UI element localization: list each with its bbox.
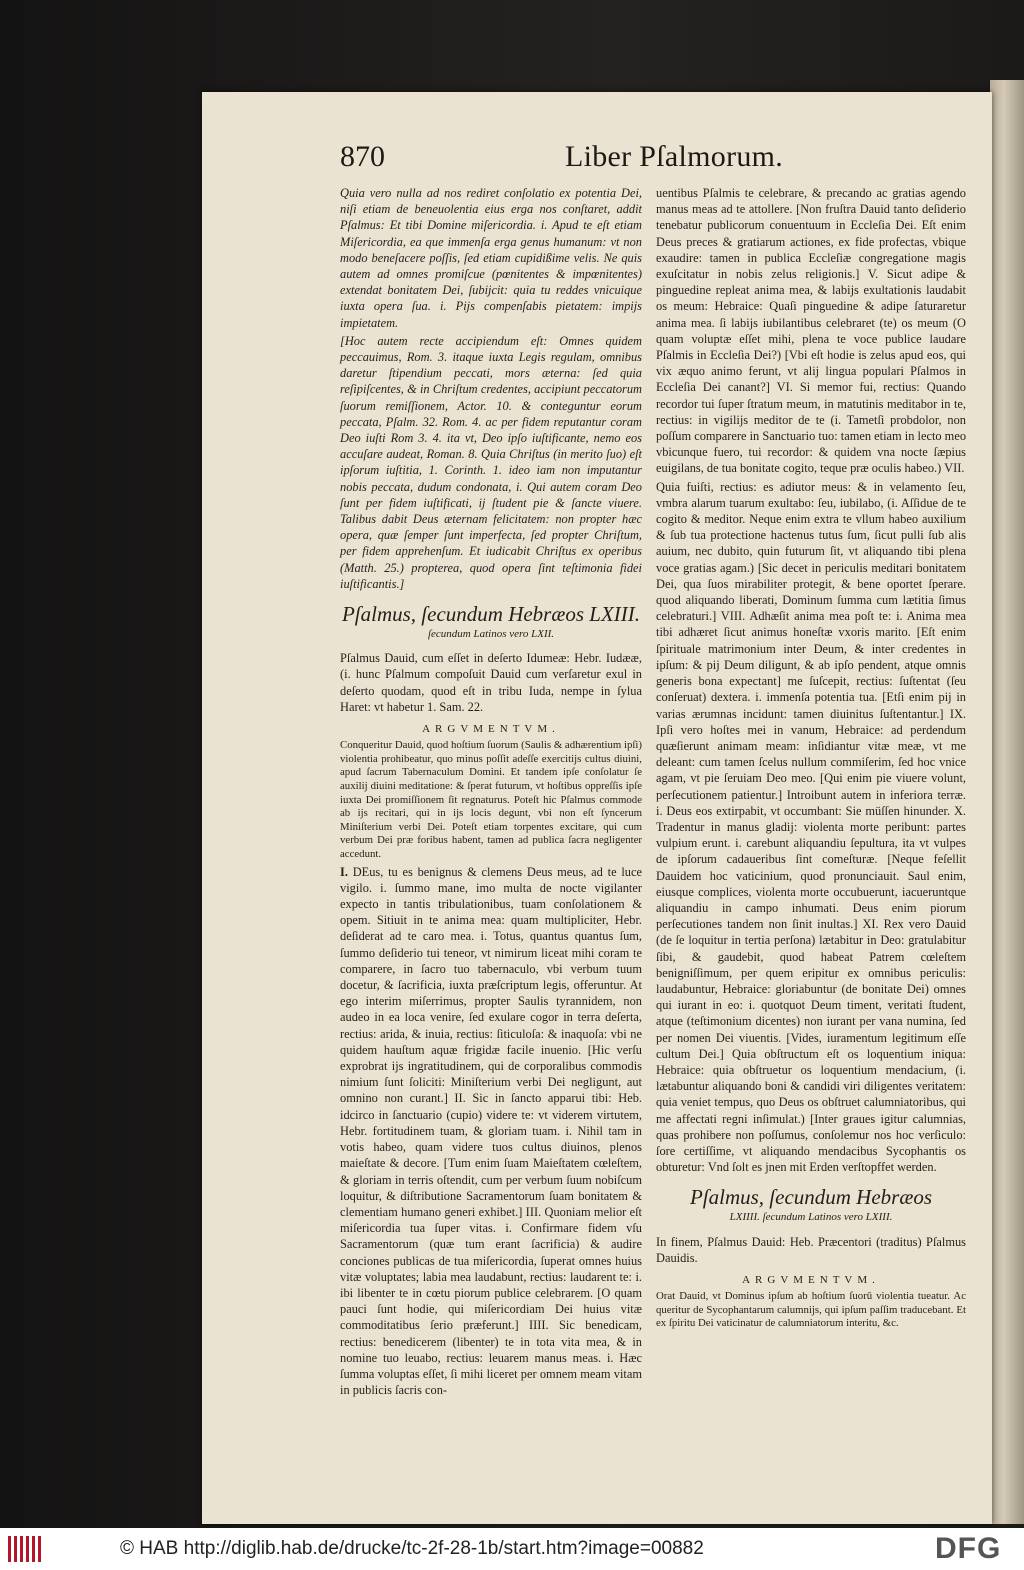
- source-link[interactable]: © HAB http://diglib.hab.de/drucke/tc-2f-28-1b/start.htm?image=00882: [120, 1538, 704, 1559]
- left-paragraph-2: [Hoc autem recte accipiendum eſt: Omnes quidem peccauimus, Rom. 3. itaque iuxta Legis regulam, omnibus daretur ſtipendium peccati, mors æterna: ſed quia reſipiſcentes, & in Chriſtum credentes, accipiunt peccatorum ſuorum remiſſionem, Actor. 10. & conteguntur eorum peccata, Pſalm. 32. Rom. 4. ac per fidem reputantur coram Deo iuſti Rom 3. 4. ita vt, Deo ipſo iuſtificante, nemo eos accuſare audeat, Roman. 8. Quia Chriſtus (in merito ſuo) eſt ipſorum iuſtitia, 1. Corinth. 1. ideo iam non imputantur nobis peccata, dudum condonata, i. Qui autem coram Deo ſunt per fidem iuſtificati, ij ſtudent pie & ſancte viuere. Talibus dabit Deus æternam felicitatem: non propter hæc opera, quæ ſemper ſunt imperfecta, ſed propter Chriſtum, per fidem apprehenſum. Et iudicabit Chriſtus ex operibus (Matth. 25.) propterea, quod opera ſint teſtimonia fidei iuſtificantis.]: [340, 333, 642, 591]
- right-paragraph-2: Quia fuiſti, rectius: es adiutor meus: & in velamento ſeu, vmbra alarum tuarum exultabo: ſeu, iubilabo, (i. Aſſidue de te cogito & meditor. Neque enim extra te vllum habeo auxilium & ſub tua protectione hactenus tutus ſum, ſicut pulli ſub alis auium, nec dubito, quin futurum ſit, vt aliquando tibi plena voce gratias agam.) [Sic decet in periculis meditari bonitatem Dei, qua ſuos mirabiliter protegit, & bene oportet ſperare. quod aliquando liberati, Dominum ſumma cum lætitia ſimus celebraturi.] VIII. Adhæſit anima mea poſt te: i. Anima mea tibi adhæret ſicut animus honeſtæ vxoris marito. [Eſt enim ſpirituale matrimonium inter Deum, & inter credentes in ipſum: & pij Deum diligunt, & ab ipſo pendent, atque omnis generis bona expectant] me ſuſcepit, rectius: ſuſtentat (ſeu conſeruat) dextera. i. immenſa potentia tua. [Etſi enim pij in varias ærumnas incidunt: tamen diuinitus ſuſtentantur.] IX. Ipſi vero hoſtes mei in vanum, Hebraice: ad perdendum quæſierunt animam meam: inſidiantur vitæ meæ, vt me deleant: cum tamen ſcelus nullum commiſerim, ſed hoc vnice agam, vt pie ſeruiam Deo meo. [Qui enim pie viuere volunt, perſecutionem patientur.] Introibunt autem in inferiora terræ. i. Deus eos extirpabit, vt occumbant: Sie müſſen hinunder. X. Tradentur in manus gladij: violenta morte peribunt: partes vulpium erunt. i. carebunt aliquandiu ſepultura, ita vt vulpes de ipſorum cadaueribus ſint comeſturæ. [Neque feſellit Dauidem hoc vaticinium, quod pronunciauit. Saul enim, eiusque complices, violenta morte occubuerunt, iacueruntque aliquandiu in campo inhumati. Deus enim piorum perſecutiones tandem non ſinit inultas.] XI. Rex vero Dauid (de ſe loquitur in tertia perſona) lætabitur in Deo: gratulabitur ſibi, & gaudebit, quod habeat Patrem cœleſtem benigniſſimum, per quem eripitur ex omnibus periculis: laudabuntur, Hebraice: gloriabuntur (de bonitate Dei) omnes qui iurant in eo: i. quotquot Deum timent, veritati ſtudent, atque (teſtimonium dicentes) non iurant per vana numina, ſed per nomen Dei viuentis. [Vides, iuramentum legitimum eſſe cultum Dei.] Quia obſtructum eſt os loquentium iniqua: Hebraice: quia obſtruetur os loquentium mendacium, (i. lætabuntur aliquando boni & candidi viri diligentes veritatem: quia veniet tempus, quo Deus os obſtruet calumniatoribus, qui me affectati regni inſimulat.) [Inter graues igitur calumnias, quas prohibere non poſſumus, conſolemur nos hoc verſiculo: ſore certiſſime, vt aliquando mendacibus Sycophantis os obturetur: Vnd ſolt es jnen mit Erden verſtopffet werden.: [656, 479, 966, 1175]
- psalm-64-subtitle: LXIIII. ſecundum Latinos vero LXIII.: [729, 1211, 893, 1224]
- next-page-edge: [990, 80, 1024, 1524]
- psalm-64-title: Pſalmus, ſecundum Hebræos: [689, 1185, 933, 1210]
- verse-number: I.: [340, 864, 348, 879]
- hab-logo-icon: [8, 1536, 46, 1562]
- left-column: [340, 185, 642, 1398]
- argument-text: Conqueritur Dauid, quod hoſtium ſuorum (Saulis & adhærentium ipſi) violentia prohibeatur, quo minus poſſit adeſſe exercitijs cultus diuini, apud ſacrum Tabernaculum Domini. Et tandem ipſe conſolatur ſe auxilij diuini meditatione: & ſperat futurum, vt hoſtibus oppreſſis ipſe iuxta Dei promiſſionem ſit regnaturus. Poteſt hic Pſalmus commode ab ijs recitari, qui in ijs locis degunt, vbi non eſt ſyncerum Miniſterium verbi Dei. Poteſt etiam torpentes excitare, qui cum verbum Dei præ foribus habent, tamen ad publica ſacra negligenter accedunt.: [340, 739, 642, 861]
- argument-heading-2: ARGVMENTVM.: [742, 1274, 880, 1286]
- psalm-63-intro: Pſalmus Dauid, cum eſſet in deſerto Idumeæ: Hebr. Iudææ, (i. hunc Pſalmum compoſuit Dauid cum verſaretur exul in deſerto quodam, quod eſt in tribu Iuda, nempe in ſylua Haret: vt habetur 1. Sam. 22.: [340, 651, 642, 714]
- argument-heading: ARGVMENTVM.: [422, 723, 560, 736]
- argument-text-2: Orat Dauid, vt Dominus ipſum ab hoſtium ſuorū violentia tueatur. Ac queritur de Sycophantarum calumnijs, qui ipſum paſſim traducebant. Et ex ſpiritu Dei vaticinatur de calumniatorum interitu, &c.: [656, 1290, 966, 1330]
- right-paragraph-1: uentibus Pſalmis te celebrare, & precando ac gratias agendo manus meas ad te attollere. [Non fruſtra Dauid tanto deſiderio tenebatur publicorum conuentuum in Eccleſia Dei. Eſt enim Deus preces & gratiarum actiones, ex fide profectas, vbique exaudire: tamen in publica Eccleſiæ congregatione magis exuſcitatur in nobis zelus religionis.] V. Sicut adipe & pinguedine repleat anima mea, & labijs exultationis laudabit os meum: Hebraice: Quaſi pinguedine & adipe ſaturaretur anima mea. ſi labijs iubilantibus celebraret (te) os meum (O quam voluptæ eſſet mihi, plena te voce publice laudare Pſalmis in Eccleſia Dei?) [Vbi eſt hodie is zelus apud eos, qui vix æquo animo ferunt, vt alij lingua populari Pſalmos in Eccleſia Dei canant?] VI. Si memor fui, rectius: Quando recordor tui ſuper ſtratum meum, in matutinis meditabor in te, rectius: in vigilijs meditor de te (i. Tametſi probdolor, non poſſum comparere in Sanctuario tuo: tamen etiam in lecto meo vbicunque fuero, tui recordor: & quidem vna nocte ſæpius euigilans, de tua bonitate cogito, teque præ oculis habeo.) VII.: [656, 186, 967, 476]
- dfg-logo: DFG: [935, 1532, 1002, 1565]
- page-header: [340, 140, 800, 184]
- psalm-63-title: Pſalmus, ſecundum Hebræos LXIII.: [341, 602, 641, 627]
- verse-text: DEus, tu es benignus & clemens Deus meus, ad te luce vigilo. i. ſummo mane, imo multa de nocte vigilanter expecto in tantis tribulationibus, tuam conſolationem & opem. Sitiuit in te anima mea: quam multipliciter, Hebr. deſiderat ad te caro mea. i. Totus, quantus quantus ſum, ſummo deſiderio tui teneor, vt nimirum liceat mihi coram te comparere, in ſacro tuo tabernaculo, vbi verbum tuum docetur, & ſacrificia, iuxta præſcriptum legis, offeruntur. At ego interim miſerrimus, propter Saulis tyrannidem, non audeo in ea loca venire, ſed exulare cogor in terra deſerta, rectius: arida, & inuia, rectius: ſiticuloſa: & inaquoſa: vbi ne quidem hauſtum aquæ frigidæ facile inuenio. [Hic verſu exprobrat ijs ingratitudinem, qui de corporalibus commodis nimium ſunt ſoliciti: Miniſterium verbi Dei negligunt, aut omnino non curant.] II. Sic in ſancto apparui tibi: Heb. idcirco in ſanctuario (cupio) videre te: vt viderem virtutem, Hebr. fortitudinem tuam, & gloriam tuam. i. Nihil tam in votis habeo, quam videre tuos cultus diuinos, plenos maieſtate & decore. [Tum enim ſuam Maieſtatem cœleſtem, & gloriam in terris oſtendit, cum per verbum ſuum nobiſcum loquitur, & diſtributione Sacramentorum ſuam bonitatem & clementiam humano generi exhibet.] III. Quoniam melior eſt miſericordia tua ſuper vitas. i. Confirmare fidem vſu Sacramentorum (quæ tum erant ſacrificia) & audire conciones publicas de tua miſericordia, ſuperat omnes huius vitæ voluptates; labia mea laudabunt, rectius: laudarent te: i. ibi libenter te in cœtu piorum publice celebrarem. [O quam pauci ſunt hodie, qui miſericordiam Dei huius vitæ commoditatibus ſerio præferunt.] IIII. Sic benedicam, rectius: benedicerem (libenter) te in tota vita mea, & in nomine tuo leuabo, rectius: leuarem manus meas. i. Hæc ſumma voluptas eſſet, ſi mihi liceret per omnem meam vitam in publicis ſacris con-: [340, 864, 642, 1398]
- right-column: [656, 185, 967, 1330]
- psalm-64-intro: In finem, Pſalmus Dauid: Heb. Præcentori (traditus) Pſalmus Dauidis.: [656, 1234, 966, 1265]
- running-title: Liber Pſalmorum.: [565, 140, 784, 173]
- psalm-63-subtitle: ſecundum Latinos vero LXII.: [427, 628, 555, 641]
- left-paragraph-1: Quia vero nulla ad nos rediret conſolatio ex potentia Dei, niſi etiam de beneuolentia eius erga nos conſtaret, addit Pſalmus: Et tibi Domine miſericordia. i. Apud te eſt etiam Miſericordia, ea que immenſa erga genus humanum: vt non modo beneſacere poſſis, ſed etiam cupidißime velis. Ne quis autem ad omnes promiſcue (pœnitentes & impœnitentes) extendat bonitatem Dei, ſubijcit: quia tu reddes vnicuique iuxta opera ſua. i. Pijs compenſabis pietatem: impijs impietatem.: [340, 186, 642, 330]
- page-number: 870: [340, 140, 385, 173]
- verse-block: [340, 864, 642, 1399]
